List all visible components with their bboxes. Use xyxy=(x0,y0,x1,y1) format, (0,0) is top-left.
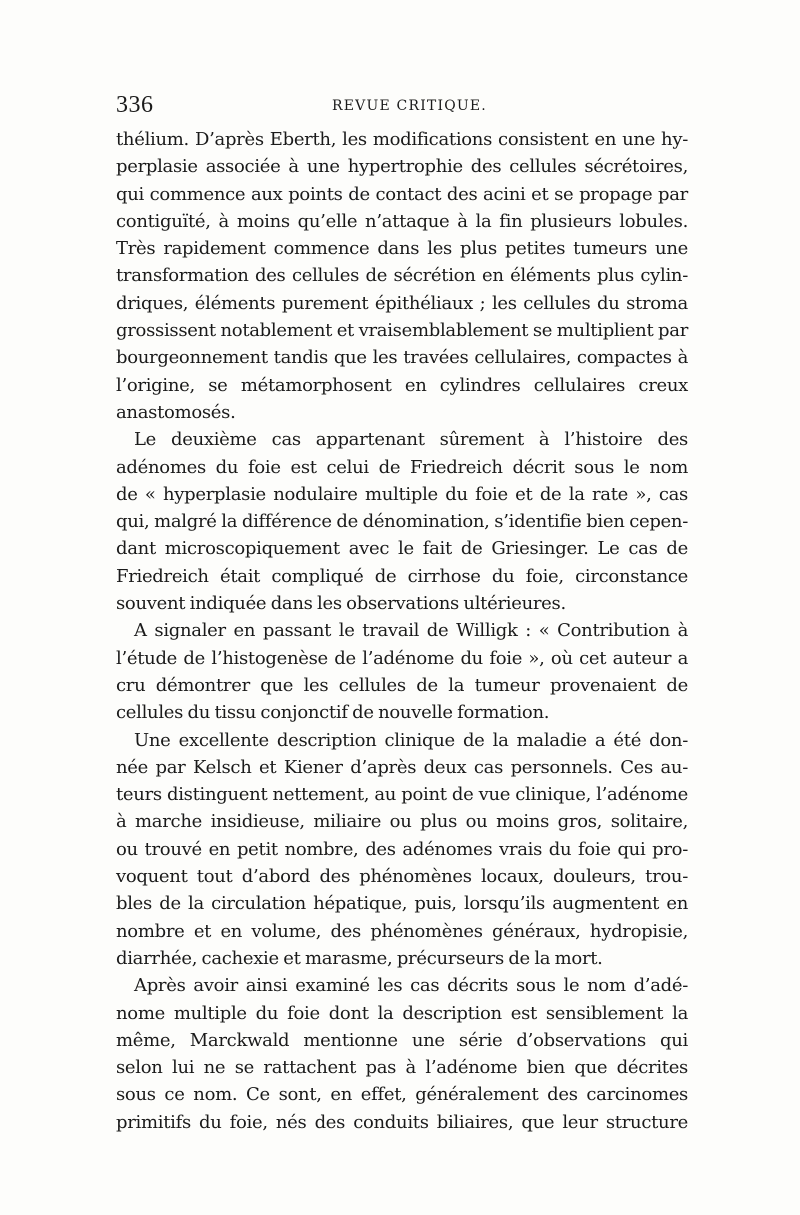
text-line: driques, éléments purement épithéliaux ; les cellules du stroma xyxy=(116,292,688,314)
text-line: nome multiple du foie dont la description est sensiblement la xyxy=(116,1002,688,1024)
running-head: REVUE CRITIQUE. xyxy=(332,98,487,114)
text-line: dant microscopiquement avec le fait de Griesinger. Le cas de xyxy=(116,538,688,560)
page-number: 336 xyxy=(116,92,154,118)
text-line: perplasie associée à une hypertrophie des cellules sécrétoires, xyxy=(116,156,688,178)
text-line: de « hyperplasie nodulaire multiple du foie et de la rate », cas xyxy=(116,483,688,505)
text-line: née par Kelsch et Kiener d’après deux cas personnels. Ces au- xyxy=(116,756,688,778)
text-line: transformation des cellules de sécrétion en éléments plus cylin- xyxy=(116,265,688,287)
text-line: cru démontrer que les cellules de la tumeur provenaient de xyxy=(116,674,688,696)
text-line: bourgeonnement tandis que les travées cellulaires, compactes à xyxy=(116,347,688,369)
text-line: sous ce nom. Ce sont, en effet, généralement des carcinomes xyxy=(116,1084,688,1106)
text-line: Très rapidement commence dans les plus petites tumeurs une xyxy=(116,238,688,260)
text-line: contiguïté, à moins qu’elle n’attaque à la fin plusieurs lobules. xyxy=(116,210,688,232)
text-line: même, Marckwald mentionne une série d’observations qui xyxy=(116,1029,688,1051)
text-line: cellules du tissu conjonctif de nouvelle formation. xyxy=(116,702,550,724)
text-line: bles de la circulation hépatique, puis, lorsqu’ils augmentent en xyxy=(116,893,688,915)
paragraph-start-line: Une excellente description clinique de la maladie a été don- xyxy=(134,729,688,751)
text-line: primitifs du foie, nés des conduits biliaires, que leur structure xyxy=(116,1111,688,1133)
text-line: à marche insidieuse, miliaire ou plus ou moins gros, solitaire, xyxy=(116,811,688,833)
text-line: l’étude de l’histogenèse de l’adénome du foie », où cet auteur a xyxy=(116,647,688,669)
body-text xyxy=(116,126,688,1136)
text-line: voquent tout d’abord des phénomènes locaux, douleurs, trou- xyxy=(116,866,688,888)
text-line: l’origine, se métamorphosent en cylindres cellulaires creux xyxy=(116,374,688,396)
text-line: Friedreich était compliqué de cirrhose du foie, circonstance xyxy=(116,565,688,587)
text-line: qui commence aux points de contact des acini et se propage par xyxy=(116,183,688,205)
text-line: selon lui ne se rattachent pas à l’adénome bien que décrites xyxy=(116,1057,688,1079)
paragraph-start-line: A signaler en passant le travail de Willigk : « Contribution à xyxy=(134,620,688,642)
paragraph-start-line: Après avoir ainsi examiné les cas décrits sous le nom d’adé- xyxy=(134,975,688,997)
text-line: grossissent notablement et vraisemblablement se multiplient par xyxy=(116,320,688,342)
page-header xyxy=(116,92,686,122)
text-line: souvent indiquée dans les observations ultérieures. xyxy=(116,593,566,615)
text-line: thélium. D’après Eberth, les modifications consistent en une hy- xyxy=(116,129,688,150)
text-line: diarrhée, cachexie et marasme, précurseurs de la mort. xyxy=(116,947,603,969)
text-line: nombre et en volume, des phénomènes généraux, hydropisie, xyxy=(116,920,688,942)
text-line: anastomosés. xyxy=(116,401,236,423)
text-line: qui, malgré la différence de dénomination, s’identifie bien cepen- xyxy=(116,511,688,533)
paragraph-start-line: Le deuxième cas appartenant sûrement à l’histoire des xyxy=(134,429,688,451)
text-line: ou trouvé en petit nombre, des adénomes vrais du foie qui pro- xyxy=(116,838,688,860)
text-line: teurs distinguent nettement, au point de vue clinique, l’adénome xyxy=(116,784,688,806)
text-line: adénomes du foie est celui de Friedreich décrit sous le nom xyxy=(116,456,688,478)
